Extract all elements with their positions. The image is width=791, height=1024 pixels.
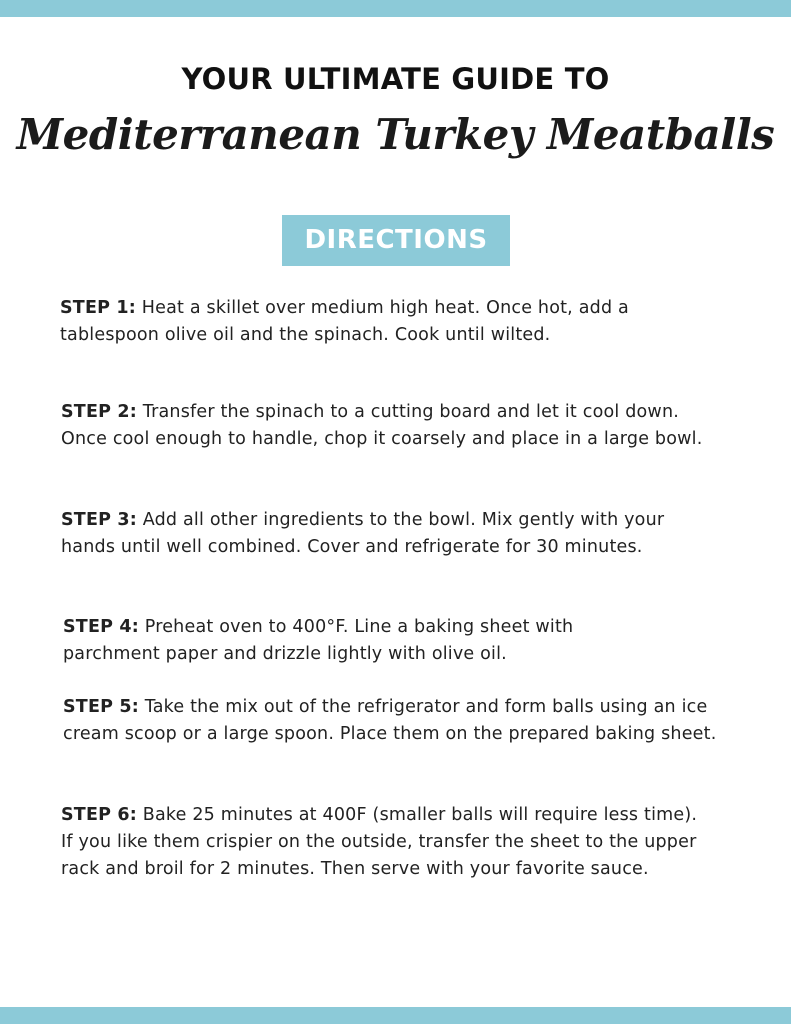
step-2 <box>61 399 721 453</box>
bottom-accent-bar <box>0 1007 791 1024</box>
guide-subtitle: YOUR ULTIMATE GUIDE TO <box>181 62 610 96</box>
step-5 <box>63 694 738 748</box>
step-1 <box>60 295 635 349</box>
step-3-text: Add all other ingredients to the bowl. Mix gently with your hands until well combined. Cover and refrigerate for 30 minutes. <box>61 510 665 557</box>
step-5-text: Take the mix out of the refrigerator and form balls using an ice cream scoop or a large spoon. Place them on the prepared baking sheet. <box>63 697 717 744</box>
step-4-text: Preheat oven to 400°F. Line a baking sheet with parchment paper and drizzle lightly with olive oil. <box>63 617 574 664</box>
step-4 <box>63 614 663 668</box>
step-1-label: STEP 1: <box>60 298 136 318</box>
step-3 <box>61 507 686 561</box>
top-accent-bar <box>0 0 791 17</box>
step-4-label: STEP 4: <box>63 617 139 637</box>
step-6 <box>61 802 706 883</box>
step-6-text: Bake 25 minutes at 400F (smaller balls will require less time). If you like them crispier on the outside, transfer the sheet to the upper rack and broil for 2 minutes. Then serve with your favorite sauce. <box>61 805 698 879</box>
directions-badge: DIRECTIONS <box>282 215 510 266</box>
step-2-text: Transfer the spinach to a cutting board and let it cool down. Once cool enough to handle, chop it coarsely and place in a large bowl. <box>61 402 703 449</box>
step-6-label: STEP 6: <box>61 805 137 825</box>
step-1-text: Heat a skillet over medium high heat. Once hot, add a tablespoon olive oil and the spinach. Cook until wilted. <box>60 298 629 345</box>
recipe-title: Mediterranean Turkey Meatballs <box>16 110 775 159</box>
step-5-label: STEP 5: <box>63 697 139 717</box>
step-2-label: STEP 2: <box>61 402 137 422</box>
step-3-label: STEP 3: <box>61 510 137 530</box>
